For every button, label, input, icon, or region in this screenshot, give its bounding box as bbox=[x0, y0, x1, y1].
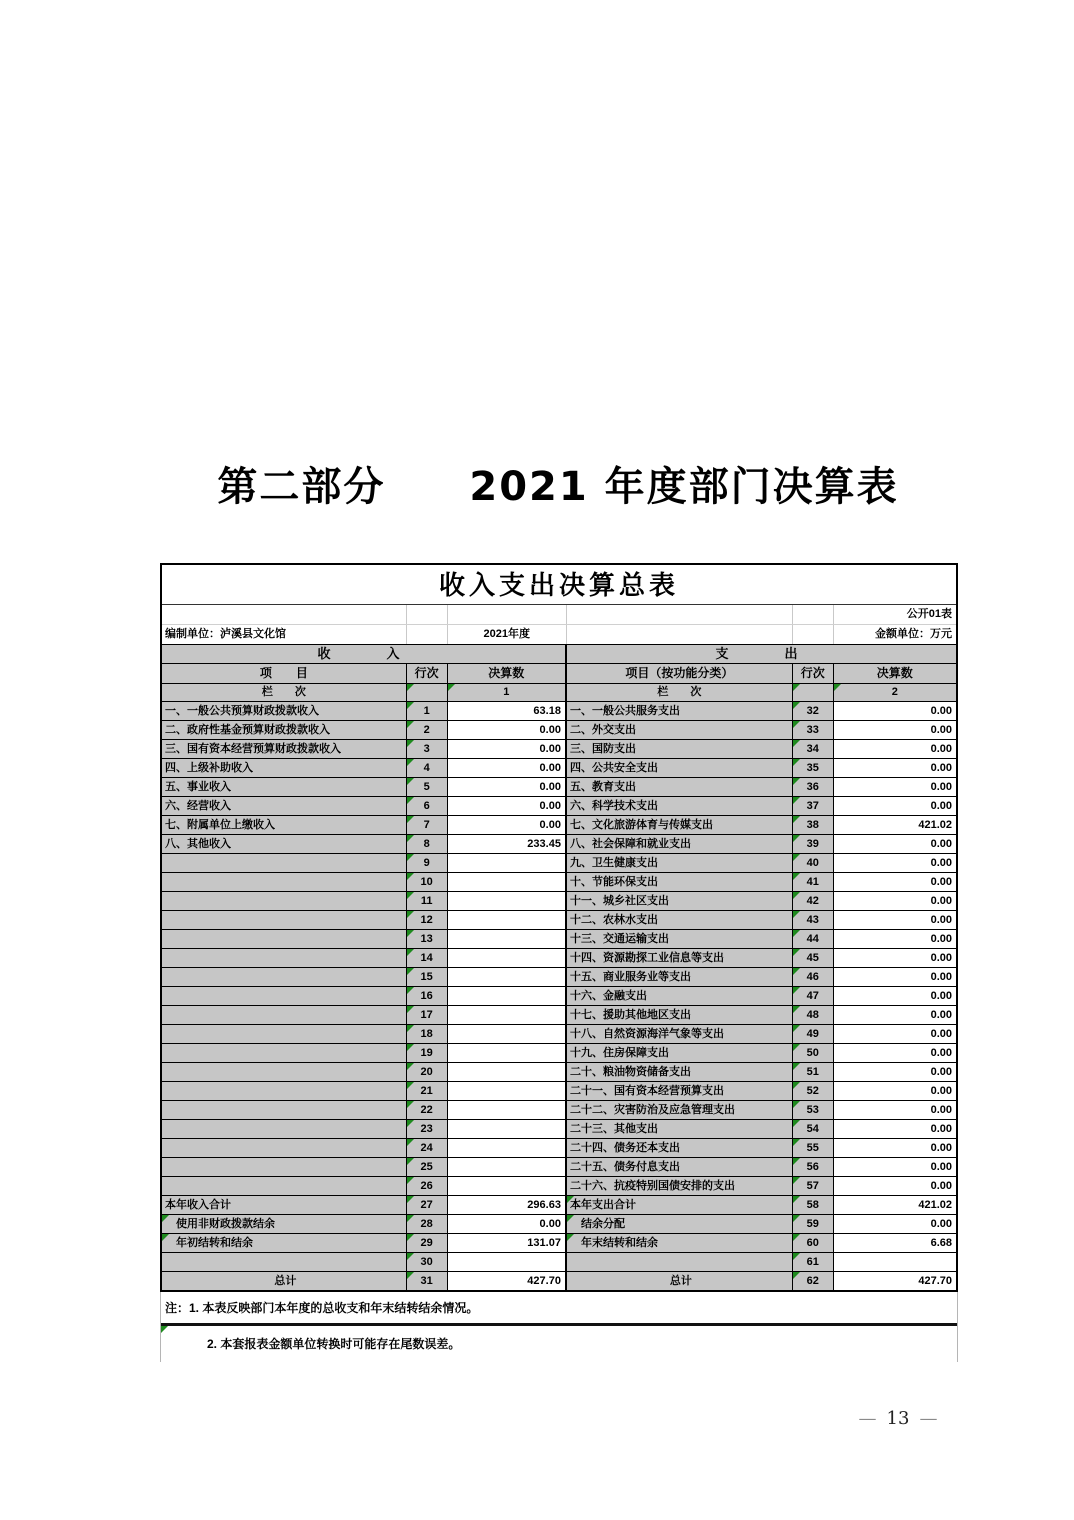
expense-amount-cell: 0.00 bbox=[834, 835, 956, 853]
expense-amount-cell: 421.02 bbox=[834, 1196, 956, 1214]
table-row bbox=[162, 1157, 956, 1176]
income-rowno-cell: 25 bbox=[407, 1158, 448, 1176]
income-rowno-cell: 13 bbox=[407, 930, 448, 948]
expense-amount-cell: 0.00 bbox=[834, 911, 956, 929]
table-notes bbox=[160, 1292, 958, 1362]
expense-item-cell: 七、文化旅游体育与传媒支出 bbox=[567, 816, 793, 834]
expense-item-cell: 十七、援助其他地区支出 bbox=[567, 1006, 793, 1024]
table-row bbox=[162, 910, 956, 929]
income-rowno-cell: 15 bbox=[407, 968, 448, 986]
income-item-cell bbox=[162, 892, 407, 910]
expense-rowno-cell: 59 bbox=[793, 1215, 834, 1233]
income-header: 收 入 bbox=[162, 645, 567, 663]
expense-item-cell: 年末结转和结余 bbox=[567, 1234, 793, 1252]
income-item-cell: 一、一般公共预算财政拨款收入 bbox=[162, 702, 407, 720]
col-header-rowno2: 行次 bbox=[793, 664, 834, 683]
income-rowno-cell: 16 bbox=[407, 987, 448, 1005]
expense-item-cell: 二十一、国有资本经营预算支出 bbox=[567, 1082, 793, 1100]
table-row bbox=[162, 720, 956, 739]
income-rowno-cell: 6 bbox=[407, 797, 448, 815]
income-rowno-cell: 10 bbox=[407, 873, 448, 891]
income-amount-cell bbox=[448, 1253, 567, 1271]
expense-item-cell: 二十、粮油物资储备支出 bbox=[567, 1063, 793, 1081]
income-expense-header-row bbox=[162, 644, 956, 663]
expense-rowno-cell: 60 bbox=[793, 1234, 834, 1252]
expense-amount-cell: 0.00 bbox=[834, 721, 956, 739]
note-1: 注：1. 本表反映部门本年度的总收支和年末结转结余情况。 bbox=[161, 1292, 957, 1326]
expense-item-cell: 十三、交通运输支出 bbox=[567, 930, 793, 948]
income-rowno-cell: 2 bbox=[407, 721, 448, 739]
expense-rowno-cell: 58 bbox=[793, 1196, 834, 1214]
expense-rowno-cell: 43 bbox=[793, 911, 834, 929]
expense-amount-cell: 0.00 bbox=[834, 702, 956, 720]
income-rowno-cell: 24 bbox=[407, 1139, 448, 1157]
income-amount-cell bbox=[448, 873, 567, 891]
expense-amount-cell: 0.00 bbox=[834, 873, 956, 891]
expense-rowno-cell: 34 bbox=[793, 740, 834, 758]
income-amount-cell: 0.00 bbox=[448, 740, 567, 758]
income-item-cell: 使用非财政拨款结余 bbox=[162, 1215, 407, 1233]
page-number-dash-left: — bbox=[858, 1408, 877, 1429]
col-header-rowno: 行次 bbox=[407, 664, 448, 683]
table-row bbox=[162, 1062, 956, 1081]
expense-amount-cell: 0.00 bbox=[834, 759, 956, 777]
income-amount-cell bbox=[448, 911, 567, 929]
income-amount-cell bbox=[448, 1120, 567, 1138]
expense-amount-cell: 421.02 bbox=[834, 816, 956, 834]
income-rowno-cell: 7 bbox=[407, 816, 448, 834]
expense-item-cell: 二十二、灾害防治及应急管理支出 bbox=[567, 1101, 793, 1119]
col-index-left: 1 bbox=[448, 684, 567, 701]
expense-amount-cell: 0.00 bbox=[834, 1215, 956, 1233]
income-amount-cell bbox=[448, 1044, 567, 1062]
expense-item-cell: 十、节能环保支出 bbox=[567, 873, 793, 891]
expense-amount-cell: 0.00 bbox=[834, 987, 956, 1005]
unit-info-row bbox=[162, 625, 956, 644]
expense-item-cell: 十六、金融支出 bbox=[567, 987, 793, 1005]
income-rowno-cell: 12 bbox=[407, 911, 448, 929]
income-amount-cell bbox=[448, 1139, 567, 1157]
income-amount-cell: 0.00 bbox=[448, 778, 567, 796]
table-row bbox=[162, 1081, 956, 1100]
expense-rowno-cell: 61 bbox=[793, 1253, 834, 1271]
expense-amount-cell: 0.00 bbox=[834, 1082, 956, 1100]
spacer-cell bbox=[567, 625, 793, 644]
expense-rowno-cell: 57 bbox=[793, 1177, 834, 1195]
income-amount-cell bbox=[448, 968, 567, 986]
expense-item-cell: 四、公共安全支出 bbox=[567, 759, 793, 777]
expense-amount-cell: 0.00 bbox=[834, 892, 956, 910]
expense-rowno-cell: 41 bbox=[793, 873, 834, 891]
table-row bbox=[162, 1024, 956, 1043]
income-item-cell bbox=[162, 1044, 407, 1062]
income-item-cell bbox=[162, 1253, 407, 1271]
income-rowno-cell: 18 bbox=[407, 1025, 448, 1043]
income-rowno-cell: 27 bbox=[407, 1196, 448, 1214]
expense-rowno-cell: 35 bbox=[793, 759, 834, 777]
expense-amount-cell: 0.00 bbox=[834, 930, 956, 948]
page-number-value: 13 bbox=[886, 1408, 910, 1429]
income-rowno-cell: 8 bbox=[407, 835, 448, 853]
expense-amount-cell bbox=[834, 1253, 956, 1271]
income-item-cell bbox=[162, 854, 407, 872]
spacer-cell bbox=[793, 605, 834, 624]
expense-item-cell: 十九、住房保障支出 bbox=[567, 1044, 793, 1062]
expense-item-cell bbox=[567, 1253, 793, 1271]
income-amount-cell bbox=[448, 892, 567, 910]
expense-rowno-cell: 56 bbox=[793, 1158, 834, 1176]
income-item-cell: 六、经营收入 bbox=[162, 797, 407, 815]
income-amount-cell bbox=[448, 854, 567, 872]
table-title: 收入支出决算总表 bbox=[162, 565, 956, 605]
income-amount-cell: 233.45 bbox=[448, 835, 567, 853]
table-body bbox=[162, 701, 956, 1290]
income-item-cell: 七、附属单位上缴收入 bbox=[162, 816, 407, 834]
expense-item-cell: 二十五、债务付息支出 bbox=[567, 1158, 793, 1176]
table-row bbox=[162, 1195, 956, 1214]
expense-amount-cell: 0.00 bbox=[834, 740, 956, 758]
expense-amount-cell: 0.00 bbox=[834, 1120, 956, 1138]
income-amount-cell bbox=[448, 1025, 567, 1043]
income-item-cell: 八、其他收入 bbox=[162, 835, 407, 853]
expense-item-cell: 二十六、抗疫特别国债安排的支出 bbox=[567, 1177, 793, 1195]
income-item-cell bbox=[162, 873, 407, 891]
income-item-cell: 四、上级补助收入 bbox=[162, 759, 407, 777]
spacer-cell bbox=[407, 625, 448, 644]
income-item-cell bbox=[162, 1006, 407, 1024]
expense-rowno-cell: 37 bbox=[793, 797, 834, 815]
table-row bbox=[162, 777, 956, 796]
expense-rowno-cell: 32 bbox=[793, 702, 834, 720]
col-index-right: 2 bbox=[834, 684, 956, 701]
income-amount-cell: 0.00 bbox=[448, 1215, 567, 1233]
expense-item-cell: 二十四、债务还本支出 bbox=[567, 1139, 793, 1157]
income-rowno-cell: 26 bbox=[407, 1177, 448, 1195]
col-header-amount2: 决算数 bbox=[834, 664, 956, 683]
expense-item-cell: 九、卫生健康支出 bbox=[567, 854, 793, 872]
expense-amount-cell: 0.00 bbox=[834, 1006, 956, 1024]
expense-amount-cell: 0.00 bbox=[834, 1101, 956, 1119]
income-amount-cell: 296.63 bbox=[448, 1196, 567, 1214]
fiscal-year-label: 2021年度 bbox=[448, 625, 567, 644]
expense-item-cell: 五、教育支出 bbox=[567, 778, 793, 796]
income-amount-cell bbox=[448, 987, 567, 1005]
income-item-cell bbox=[162, 1025, 407, 1043]
expense-rowno-cell: 47 bbox=[793, 987, 834, 1005]
expense-rowno-cell: 51 bbox=[793, 1063, 834, 1081]
expense-amount-cell: 0.00 bbox=[834, 1177, 956, 1195]
income-rowno-cell: 5 bbox=[407, 778, 448, 796]
expense-rowno-cell: 44 bbox=[793, 930, 834, 948]
income-amount-cell: 131.07 bbox=[448, 1234, 567, 1252]
spacer-cell bbox=[407, 605, 448, 624]
expense-amount-cell: 0.00 bbox=[834, 854, 956, 872]
lan-rowno-left bbox=[407, 684, 448, 701]
table-row bbox=[162, 1176, 956, 1195]
income-rowno-cell: 4 bbox=[407, 759, 448, 777]
expense-header: 支 出 bbox=[567, 645, 956, 663]
expense-rowno-cell: 48 bbox=[793, 1006, 834, 1024]
table-row bbox=[162, 815, 956, 834]
table-row bbox=[162, 1119, 956, 1138]
income-rowno-cell: 23 bbox=[407, 1120, 448, 1138]
expense-rowno-cell: 45 bbox=[793, 949, 834, 967]
expense-amount-cell: 0.00 bbox=[834, 949, 956, 967]
col-header-item-func: 项目（按功能分类） bbox=[567, 664, 793, 683]
table-row bbox=[162, 739, 956, 758]
income-rowno-cell: 22 bbox=[407, 1101, 448, 1119]
income-item-cell: 本年收入合计 bbox=[162, 1196, 407, 1214]
income-amount-cell bbox=[448, 949, 567, 967]
expense-rowno-cell: 39 bbox=[793, 835, 834, 853]
income-item-cell bbox=[162, 1082, 407, 1100]
spacer-cell bbox=[793, 625, 834, 644]
income-amount-cell bbox=[448, 1177, 567, 1195]
income-rowno-cell: 3 bbox=[407, 740, 448, 758]
income-amount-cell bbox=[448, 1082, 567, 1100]
expense-amount-cell: 0.00 bbox=[834, 1044, 956, 1062]
expense-item-cell: 一、一般公共服务支出 bbox=[567, 702, 793, 720]
income-rowno-cell: 11 bbox=[407, 892, 448, 910]
expense-amount-cell: 0.00 bbox=[834, 797, 956, 815]
income-item-cell: 三、国有资本经营预算财政拨款收入 bbox=[162, 740, 407, 758]
expense-item-cell: 二、外交支出 bbox=[567, 721, 793, 739]
expense-rowno-cell: 42 bbox=[793, 892, 834, 910]
table-row bbox=[162, 1043, 956, 1062]
expense-rowno-cell: 36 bbox=[793, 778, 834, 796]
expense-rowno-cell: 53 bbox=[793, 1101, 834, 1119]
expense-item-cell: 三、国防支出 bbox=[567, 740, 793, 758]
expense-rowno-cell: 49 bbox=[793, 1025, 834, 1043]
col-header-item: 项 目 bbox=[162, 664, 407, 683]
income-item-cell: 年初结转和结余 bbox=[162, 1234, 407, 1252]
table-row bbox=[162, 1214, 956, 1233]
income-item-cell bbox=[162, 1101, 407, 1119]
expense-item-cell: 十五、商业服务业等支出 bbox=[567, 968, 793, 986]
income-item-cell bbox=[162, 949, 407, 967]
expense-rowno-cell: 46 bbox=[793, 968, 834, 986]
income-item-cell: 二、政府性基金预算财政拨款收入 bbox=[162, 721, 407, 739]
table-row bbox=[162, 948, 956, 967]
table-row bbox=[162, 1252, 956, 1271]
lan-rowno-right bbox=[793, 684, 834, 701]
expense-item-cell: 八、社会保障和就业支出 bbox=[567, 835, 793, 853]
table-row bbox=[162, 1233, 956, 1252]
income-rowno-cell: 30 bbox=[407, 1253, 448, 1271]
income-rowno-cell: 17 bbox=[407, 1006, 448, 1024]
spacer-cell bbox=[162, 605, 407, 624]
income-rowno-cell: 28 bbox=[407, 1215, 448, 1233]
prepare-unit-label: 编制单位：泸溪县文化馆 bbox=[162, 625, 407, 644]
expense-item-cell: 十八、自然资源海洋气象等支出 bbox=[567, 1025, 793, 1043]
income-rowno-cell: 29 bbox=[407, 1234, 448, 1252]
income-amount-cell: 427.70 bbox=[448, 1272, 567, 1290]
table-row bbox=[162, 758, 956, 777]
table-row bbox=[162, 929, 956, 948]
income-amount-cell bbox=[448, 1063, 567, 1081]
income-rowno-cell: 31 bbox=[407, 1272, 448, 1290]
income-item-cell: 五、事业收入 bbox=[162, 778, 407, 796]
table-row bbox=[162, 891, 956, 910]
table-row bbox=[162, 967, 956, 986]
expense-rowno-cell: 55 bbox=[793, 1139, 834, 1157]
income-amount-cell: 0.00 bbox=[448, 816, 567, 834]
expense-rowno-cell: 52 bbox=[793, 1082, 834, 1100]
expense-item-cell: 结余分配 bbox=[567, 1215, 793, 1233]
expense-amount-cell: 0.00 bbox=[834, 1063, 956, 1081]
amount-unit-label: 金额单位：万元 bbox=[874, 628, 952, 640]
expense-amount-cell: 0.00 bbox=[834, 1139, 956, 1157]
expense-item-cell: 十二、农林水支出 bbox=[567, 911, 793, 929]
spacer-cell bbox=[567, 605, 793, 624]
table-row bbox=[162, 701, 956, 720]
income-item-cell bbox=[162, 968, 407, 986]
expense-amount-cell: 0.00 bbox=[834, 1158, 956, 1176]
expense-item-cell: 总计 bbox=[567, 1272, 793, 1290]
col-header-amount: 决算数 bbox=[448, 664, 567, 683]
expense-rowno-cell: 40 bbox=[793, 854, 834, 872]
income-item-cell bbox=[162, 987, 407, 1005]
income-rowno-cell: 19 bbox=[407, 1044, 448, 1062]
expense-item-cell: 十四、资源勘探工业信息等支出 bbox=[567, 949, 793, 967]
column-index-row bbox=[162, 683, 956, 701]
table-row bbox=[162, 1271, 956, 1290]
table-row bbox=[162, 796, 956, 815]
income-item-cell bbox=[162, 911, 407, 929]
table-row bbox=[162, 834, 956, 853]
income-amount-cell: 63.18 bbox=[448, 702, 567, 720]
expense-amount-cell: 427.70 bbox=[834, 1272, 956, 1290]
final-accounts-table bbox=[160, 563, 958, 1292]
expense-item-cell: 十一、城乡社区支出 bbox=[567, 892, 793, 910]
income-rowno-cell: 20 bbox=[407, 1063, 448, 1081]
expense-amount-cell: 0.00 bbox=[834, 1025, 956, 1043]
table-row bbox=[162, 1100, 956, 1119]
note-2: 2. 本套报表金额单位转换时可能存在尾数误差。 bbox=[161, 1326, 957, 1362]
expense-item-cell: 本年支出合计 bbox=[567, 1196, 793, 1214]
income-amount-cell: 0.00 bbox=[448, 759, 567, 777]
income-item-cell bbox=[162, 1063, 407, 1081]
income-rowno-cell: 1 bbox=[407, 702, 448, 720]
income-item-cell bbox=[162, 1177, 407, 1195]
table-row bbox=[162, 1005, 956, 1024]
income-amount-cell bbox=[448, 1158, 567, 1176]
income-item-cell bbox=[162, 1120, 407, 1138]
spacer-cell bbox=[448, 605, 567, 624]
income-amount-cell: 0.00 bbox=[448, 797, 567, 815]
income-item-cell bbox=[162, 1139, 407, 1157]
expense-item-cell: 二十三、其他支出 bbox=[567, 1120, 793, 1138]
table-row bbox=[162, 872, 956, 891]
table-row bbox=[162, 853, 956, 872]
expense-rowno-cell: 38 bbox=[793, 816, 834, 834]
column-header-row bbox=[162, 663, 956, 683]
lan-label-right: 栏 次 bbox=[567, 684, 793, 701]
expense-rowno-cell: 54 bbox=[793, 1120, 834, 1138]
page-number-dash-right: — bbox=[919, 1408, 938, 1429]
expense-rowno-cell: 50 bbox=[793, 1044, 834, 1062]
page-number bbox=[828, 1408, 968, 1429]
income-amount-cell bbox=[448, 1006, 567, 1024]
income-amount-cell: 0.00 bbox=[448, 721, 567, 739]
income-rowno-cell: 9 bbox=[407, 854, 448, 872]
expense-rowno-cell: 62 bbox=[793, 1272, 834, 1290]
income-item-cell bbox=[162, 1158, 407, 1176]
expense-rowno-cell: 33 bbox=[793, 721, 834, 739]
table-row bbox=[162, 986, 956, 1005]
income-rowno-cell: 14 bbox=[407, 949, 448, 967]
section-title: 第二部分 2021 年度部门决算表 bbox=[217, 464, 899, 510]
lan-label-left: 栏 次 bbox=[162, 684, 407, 701]
expense-amount-cell: 0.00 bbox=[834, 968, 956, 986]
table-row bbox=[162, 1138, 956, 1157]
income-item-cell: 总计 bbox=[162, 1272, 407, 1290]
income-rowno-cell: 21 bbox=[407, 1082, 448, 1100]
income-item-cell bbox=[162, 930, 407, 948]
expense-item-cell: 六、科学技术支出 bbox=[567, 797, 793, 815]
income-amount-cell bbox=[448, 1101, 567, 1119]
expense-amount-cell: 0.00 bbox=[834, 778, 956, 796]
doc-label-row bbox=[162, 605, 956, 625]
expense-amount-cell: 6.68 bbox=[834, 1234, 956, 1252]
income-amount-cell bbox=[448, 930, 567, 948]
doc-label: 公开01表 bbox=[906, 608, 952, 620]
